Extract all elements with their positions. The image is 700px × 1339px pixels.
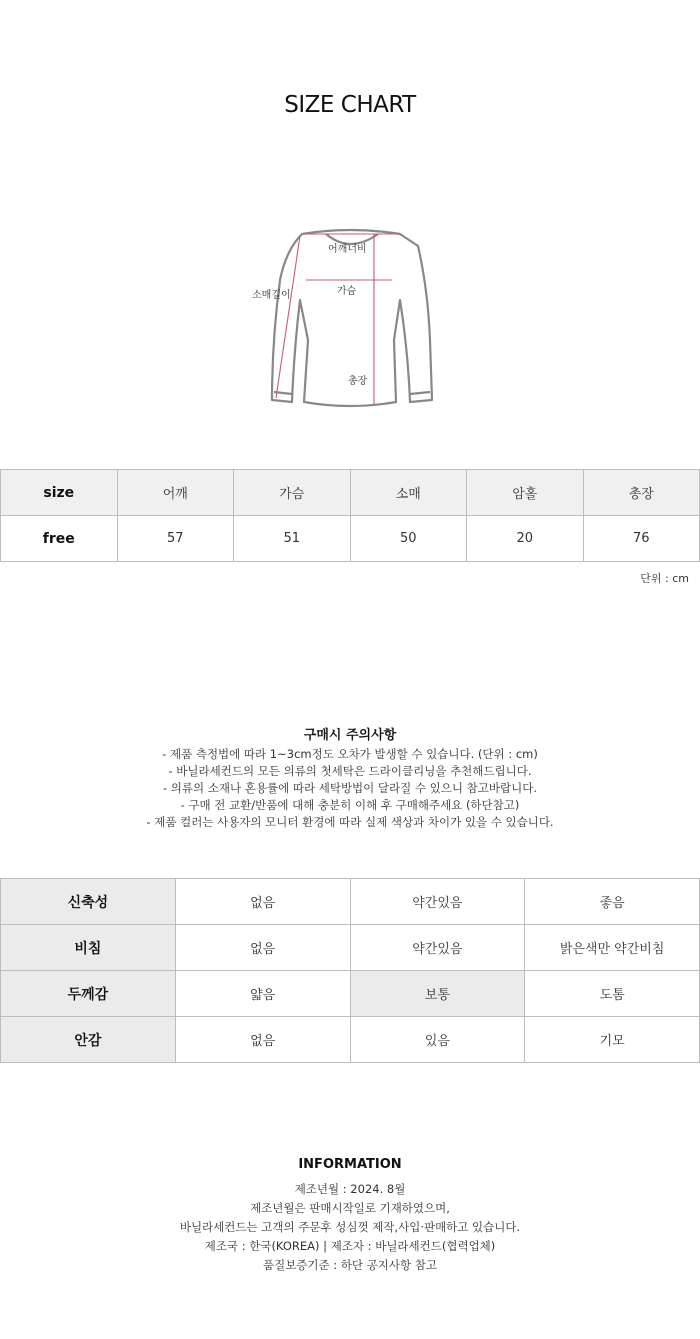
notice-list (0, 746, 700, 831)
information-line: 제조년월은 판매시작일로 기재하였으며, (250, 1201, 450, 1215)
notice-line: - 바닐라세컨드의 모든 의류의 첫세탁은 드라이클리닝을 추천해드립니다. (168, 764, 532, 778)
information-title: INFORMATION (298, 1157, 402, 1172)
chest-label: 가슴 (337, 286, 357, 297)
feature-option: 있음 (350, 1017, 525, 1063)
header-shoulder: 어깨 (117, 470, 234, 516)
feature-option: 없음 (175, 879, 350, 925)
feature-option: 도톰 (525, 971, 700, 1017)
feature-option: 밝은색만 약간비침 (525, 925, 700, 971)
table-row (1, 516, 700, 562)
information-list (0, 1180, 700, 1275)
feature-row-lining (1, 1017, 700, 1063)
unit-note: 단위 : cm (640, 572, 689, 585)
feature-option: 얇음 (175, 971, 350, 1017)
feature-name: 두께감 (1, 971, 176, 1017)
header-chest: 가슴 (234, 470, 351, 516)
feature-option: 약간있음 (350, 879, 525, 925)
notice-line: - 제품 컬러는 사용자의 모니터 환경에 따라 실제 색상과 차이가 있을 수 있습니다. (146, 815, 554, 829)
page-title: SIZE CHART (284, 92, 416, 118)
feature-option: 기모 (525, 1017, 700, 1063)
notice-title: 구매시 주의사항 (303, 728, 397, 743)
header-armhole: 암홀 (467, 470, 584, 516)
feature-option: 없음 (175, 925, 350, 971)
feature-name: 신축성 (1, 879, 176, 925)
feature-name: 비침 (1, 925, 176, 971)
header-size: size (1, 470, 118, 516)
feature-option: 좋음 (525, 879, 700, 925)
feature-name: 안감 (1, 1017, 176, 1063)
feature-row-thickness (1, 971, 700, 1017)
fabric-features-table (0, 878, 700, 1063)
header-length: 총장 (583, 470, 700, 516)
shoulder-label: 어깨너비 (328, 244, 367, 255)
cell-size: free (1, 516, 118, 562)
length-label: 총장 (348, 376, 368, 387)
notice-line: - 의류의 소재나 혼용률에 따라 세탁방법이 달라질 수 있으니 참고바랍니다. (163, 781, 537, 795)
notice-line: - 구매 전 교환/반품에 대해 충분히 이해 후 구매해주세요 (하단참고) (180, 798, 520, 812)
sleeve-label: 소매길이 (252, 290, 291, 301)
header-sleeve: 소매 (350, 470, 467, 516)
feature-row-sheerness (1, 925, 700, 971)
information-line: 제조국 : 한국(KOREA) | 제조자 : 바닐라세컨드(협력업체) (204, 1239, 496, 1253)
feature-option-selected: 보통 (350, 971, 525, 1017)
information-line: 제조년월 : 2024. 8월 (294, 1182, 406, 1196)
cell-length: 76 (583, 516, 700, 562)
feature-option: 없음 (175, 1017, 350, 1063)
information-line: 품질보증기준 : 하단 공지사항 참고 (262, 1258, 438, 1272)
cell-chest: 51 (234, 516, 351, 562)
cell-shoulder: 57 (117, 516, 234, 562)
size-table-header-row (1, 470, 700, 516)
feature-option: 약간있음 (350, 925, 525, 971)
size-table (0, 469, 700, 562)
cell-sleeve: 50 (350, 516, 467, 562)
cell-armhole: 20 (467, 516, 584, 562)
notice-line: - 제품 측정법에 따라 1~3cm정도 오차가 발생할 수 있습니다. (단위 : cm) (162, 747, 538, 761)
information-line: 바닐라세컨드는 고객의 주문후 성심껏 제작,사입·판매하고 있습니다. (179, 1220, 521, 1234)
feature-row-stretch (1, 879, 700, 925)
